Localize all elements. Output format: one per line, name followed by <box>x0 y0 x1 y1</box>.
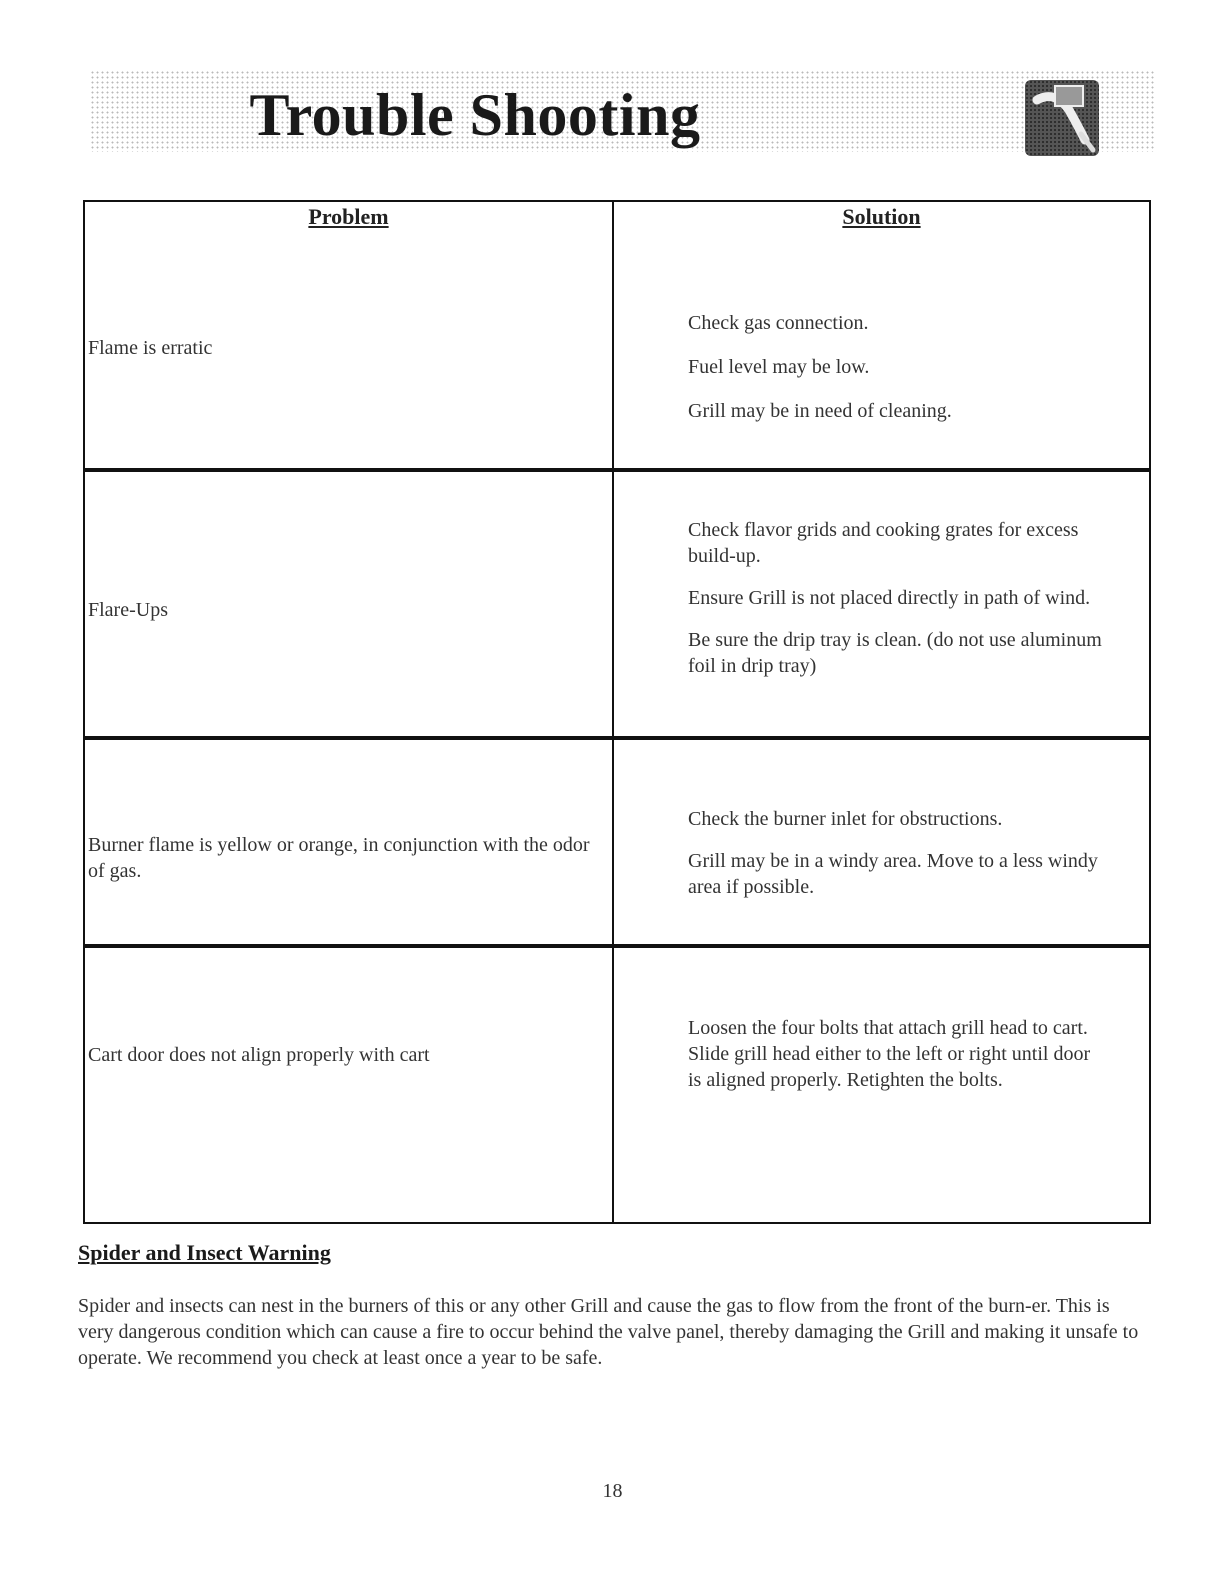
page-number: 18 <box>602 1480 623 1502</box>
warning-text: Spider and insects can nest in the burners of this or any other Grill and cause the gas to flow from the front of the burn-er. This is very dangerous condition which can cause a fire to occur behind the valve panel, thereby damaging the Grill and making it unsafe to operate. We recommend you check at least once a year to be safe. <box>78 1295 1139 1369</box>
warning-title: Spider and Insect Warning <box>78 1240 331 1265</box>
problem-cell: Flame is erratic <box>88 337 213 359</box>
row-divider <box>85 944 1149 948</box>
solution-line: Grill may be in need of cleaning. <box>688 400 952 422</box>
solution-header: Solution <box>842 204 921 229</box>
solution-line: Check the burner inlet for obstructions. <box>688 808 1003 830</box>
solution-line: Check flavor grids and cooking grates for excess build-up. <box>688 519 1079 567</box>
page-title: Trouble Shooting <box>249 82 701 148</box>
solution-cell <box>688 310 1108 440</box>
solution-line: Be sure the drip tray is clean. (do not use aluminum foil in drip tray) <box>688 629 1102 677</box>
problem-cell: Burner flame is yellow or orange, in conjunction with the odor of gas. <box>88 834 590 882</box>
row-divider <box>85 736 1149 740</box>
solution-cell <box>688 806 1108 916</box>
gas-hose-icon <box>1025 80 1099 156</box>
problem-cell: Flare-Ups <box>88 599 168 621</box>
solution-cell <box>688 1015 1108 1109</box>
troubleshooting-table <box>83 200 1151 1224</box>
problem-cell: Cart door does not align properly with cart <box>88 1044 430 1066</box>
row-divider <box>85 468 1149 472</box>
problem-header: Problem <box>308 204 389 229</box>
solution-line: Fuel level may be low. <box>688 356 870 378</box>
solution-line: Ensure Grill is not placed directly in path of wind. <box>688 587 1091 609</box>
solution-line: Loosen the four bolts that attach grill head to cart. Slide grill head either to the left or right until door is aligned properly. Retighten the bolts. <box>688 1017 1091 1091</box>
solution-cell <box>688 517 1108 695</box>
column-divider <box>612 202 614 1222</box>
solution-line: Grill may be in a windy area. Move to a less windy area if possible. <box>688 850 1098 898</box>
solution-line: Check gas connection. <box>688 312 869 334</box>
